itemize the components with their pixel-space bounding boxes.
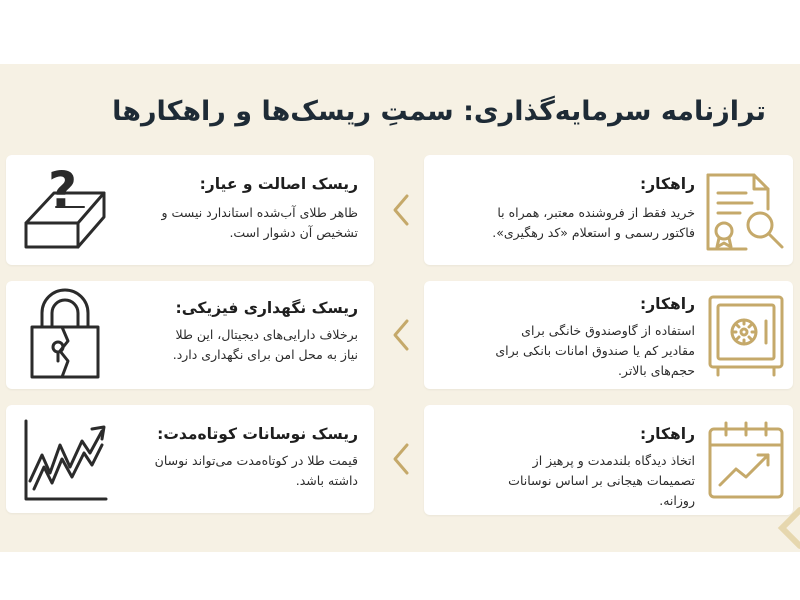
chevron-left-icon: [387, 190, 413, 230]
solution-line: حجم‌های بالاتر.: [617, 363, 695, 378]
solution-line: اتخاذ دیدگاه بلندمدت و پرهیز از: [532, 453, 695, 468]
page-title: ترازنامه سرمایه‌گذاری: سمتِ ریسک‌ها و راهکارها: [112, 96, 766, 127]
risk-description: [108, 451, 358, 491]
solution-line: تصمیمات هیجانی بر اساس نوسانات: [508, 473, 695, 488]
calendar-growth-icon: [704, 417, 788, 503]
solution-line: خرید فقط از فروشنده معتبر، همراه با: [497, 205, 695, 220]
risk-card-storage: [6, 281, 374, 389]
risk-line: نیاز به محل امن برای نگهداری دارد.: [172, 347, 358, 362]
risk-line: قیمت طلا در کوتاه‌مدت می‌تواند نوسان: [154, 453, 358, 468]
solution-card-storage: [424, 281, 793, 389]
risk-title: ریسک نوسانات کوتاه‌مدت:: [157, 425, 358, 443]
solution-title: راهکار:: [640, 295, 695, 313]
gold-bar-question-icon: [18, 167, 110, 253]
risk-card-volatility: [6, 405, 374, 513]
volatile-chart-icon: [20, 415, 110, 505]
solution-line: مقادیر کم یا صندوق امانات بانکی برای: [495, 343, 695, 358]
solution-line: فاکتور رسمی و استعلام «کد رهگیری».: [492, 225, 695, 240]
risk-description: [108, 325, 358, 365]
solution-line: استفاده از گاوصندوق خانگی برای: [521, 323, 695, 338]
broken-padlock-icon: [20, 287, 110, 383]
risk-card-authenticity: [6, 155, 374, 265]
solution-line: روزانه.: [659, 493, 695, 508]
safe-icon: [704, 291, 788, 379]
chevron-left-icon: [387, 439, 413, 479]
solution-card-authenticity: [424, 155, 793, 265]
risk-description: [108, 203, 358, 243]
svg-text:?: ?: [48, 167, 78, 219]
risk-line: تشخیص آن دشوار است.: [229, 225, 358, 240]
risk-line: ظاهر طلای آب‌شده استاندارد نیست و: [161, 205, 358, 220]
solution-title: راهکار:: [640, 425, 695, 443]
risk-title: ریسک نگهداری فیزیکی:: [175, 299, 358, 317]
risk-title: ریسک اصالت و عیار:: [199, 175, 358, 193]
solution-description: [435, 321, 695, 381]
certificate-magnifier-icon: [702, 169, 788, 255]
solution-card-volatility: [424, 405, 793, 515]
solution-title: راهکار:: [640, 175, 695, 193]
solution-description: [435, 451, 695, 511]
risk-line: داشته باشد.: [295, 473, 358, 488]
chevron-left-icon: [387, 315, 413, 355]
solution-description: [435, 203, 695, 243]
risk-line: برخلاف دارایی‌های دیجیتال، این طلا: [175, 327, 358, 342]
